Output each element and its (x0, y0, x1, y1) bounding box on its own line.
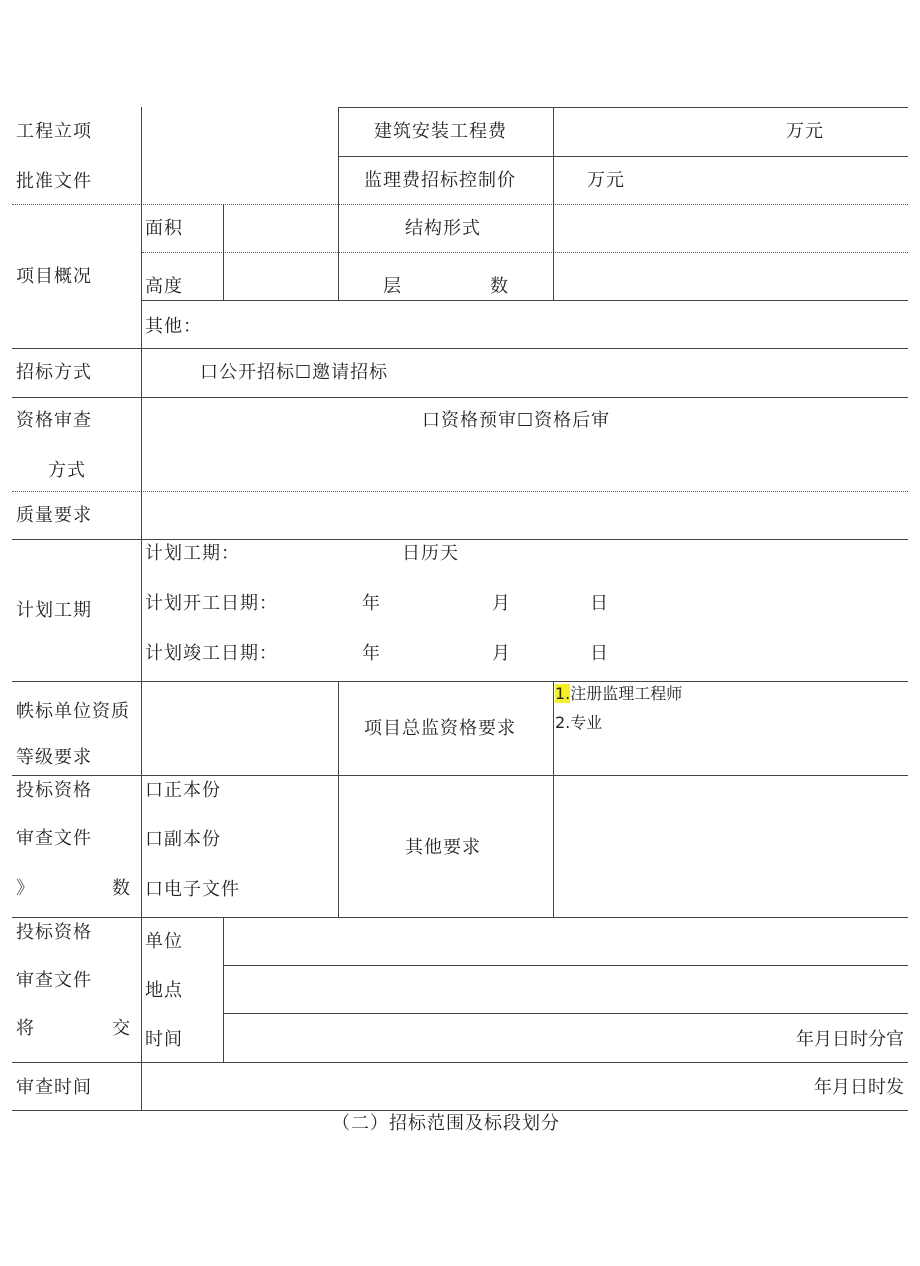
director-requirement-1-text: 注册监理工程师 (570, 684, 683, 703)
grid-line (12, 681, 908, 682)
time-label: 时间 (145, 1029, 183, 1050)
grid-line (12, 1110, 908, 1111)
grid-line (223, 1013, 908, 1014)
end-year: 年 (362, 643, 381, 664)
review-docs-label-3b: 数 (112, 878, 131, 899)
highlight-marker: 1. (555, 684, 571, 703)
grid-line (12, 397, 908, 398)
supervision-fee-label: 监理费招标控制价 (364, 170, 516, 191)
unit-label: 单位 (145, 931, 183, 952)
grid-line (12, 539, 908, 540)
structure-label: 结构形式 (405, 218, 481, 239)
qualification-review-options[interactable]: 口资格预审☐资格后审 (422, 410, 611, 431)
qualification-review-label-1: 资格审查 (16, 410, 92, 431)
original-copies[interactable]: 口正本份 (145, 780, 221, 801)
duration-label: 计划工期： (145, 543, 240, 564)
schedule-label: 计划工期 (16, 600, 92, 621)
director-requirement-label: 项目总监资格要求 (364, 718, 516, 739)
grid-line (553, 107, 554, 300)
submission-label-1: 投标资格 (16, 922, 92, 943)
submission-label-2: 审查文件 (16, 970, 92, 991)
start-year: 年 (362, 593, 381, 614)
grid-line (223, 965, 908, 966)
start-month: 月 (492, 593, 511, 614)
submission-label-3a: 将 (16, 1018, 35, 1039)
review-docs-label-3a: 》 (16, 878, 35, 899)
grid-line (141, 107, 142, 1110)
grid-line (338, 156, 908, 157)
height-label: 高度 (145, 276, 183, 297)
project-approval-label-2: 批准文件 (16, 171, 92, 192)
electronic-file[interactable]: 口电子文件 (145, 879, 240, 900)
bidder-qualification-label-2: 等级要求 (16, 747, 92, 768)
review-docs-label-2: 审查文件 (16, 828, 92, 849)
grid-line (338, 681, 339, 917)
grid-line (223, 204, 224, 300)
grid-line (142, 300, 908, 301)
bidding-method-options[interactable]: 口公开招标☐邀请招标 (200, 362, 389, 383)
grid-line (553, 681, 554, 917)
grid-line (12, 204, 908, 205)
floors-label-1: 层 (383, 276, 402, 297)
end-date-label: 计划竣工日期： (145, 643, 278, 664)
director-requirement-1 (555, 682, 682, 706)
start-date-label: 计划开工日期： (145, 593, 278, 614)
review-docs-label-1: 投标资格 (16, 780, 92, 801)
submission-time-format: 年月日时分官 (796, 1029, 904, 1050)
grid-line (12, 917, 908, 918)
build-fee-unit: 万元 (786, 121, 824, 142)
build-fee-label: 建筑安装工程费 (374, 121, 507, 142)
review-time-format: 年月日时发 (814, 1077, 904, 1098)
grid-line (12, 491, 908, 492)
bidding-method-label: 招标方式 (16, 362, 92, 383)
review-time-label: 审查时间 (16, 1077, 92, 1098)
duration-unit: 日历天 (402, 543, 459, 564)
grid-line (12, 1062, 908, 1063)
submission-label-3b: 交 (112, 1018, 131, 1039)
supervision-fee-unit: 万元 (587, 170, 625, 191)
section-heading: （二）招标范围及标段划分 (332, 1113, 560, 1134)
end-day: 日 (590, 643, 609, 664)
duplicate-copies[interactable]: 口副本份 (145, 829, 221, 850)
location-label: 地点 (145, 980, 183, 1001)
project-approval-label-1: 工程立项 (16, 121, 92, 142)
end-month: 月 (492, 643, 511, 664)
floors-label-2: 数 (490, 276, 509, 297)
grid-line (12, 348, 908, 349)
bidder-qualification-label-1: 帙标单位资质 (16, 701, 130, 722)
qualification-review-label-2: 方式 (48, 460, 86, 481)
grid-line (223, 917, 224, 1062)
other-label: 其他： (145, 316, 202, 337)
grid-line (12, 775, 908, 776)
overview-label: 项目概况 (16, 266, 92, 287)
start-day: 日 (590, 593, 609, 614)
grid-line (338, 107, 908, 108)
grid-line (338, 107, 339, 300)
grid-line (142, 252, 908, 253)
other-requirements-label: 其他要求 (405, 837, 481, 858)
area-label: 面积 (145, 218, 183, 239)
quality-label: 质量要求 (16, 505, 92, 526)
director-requirement-2: 2.专业 (555, 713, 603, 732)
